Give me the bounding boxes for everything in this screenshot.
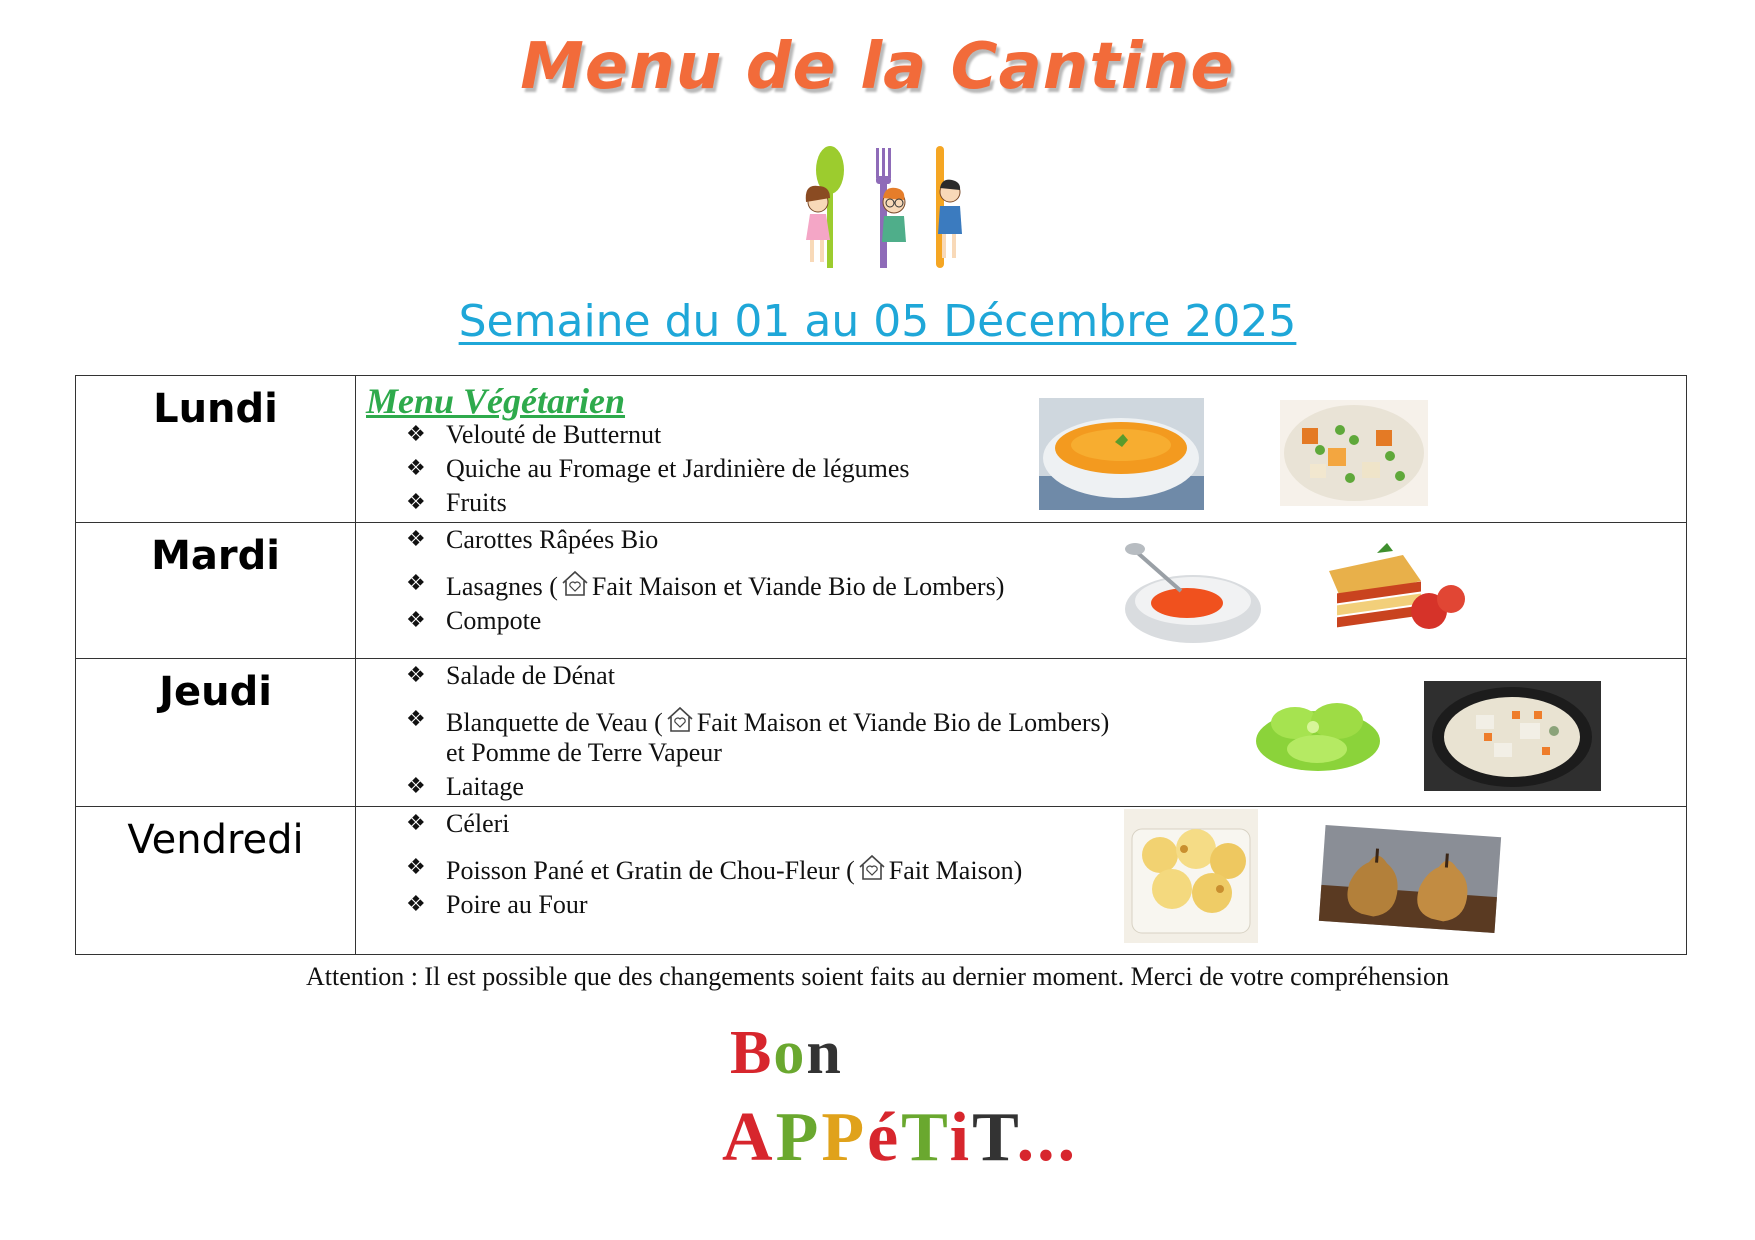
vegetable-jardiniere-photo: [1280, 400, 1428, 506]
kids-cutlery-illustration: [790, 140, 970, 270]
list-item: ❖ Laitage: [406, 772, 524, 801]
grated-carrots-photo: [1121, 541, 1266, 651]
butternut-soup-photo: [1039, 398, 1204, 510]
bon-logo-text: Bon: [730, 1019, 843, 1087]
day-label-lundi: Lundi: [153, 386, 278, 432]
list-item: ❖ Quiche au Fromage et Jardinière de légumes: [406, 454, 910, 483]
list-item: ❖ Carottes Râpées Bio: [406, 525, 659, 554]
cauliflower-gratin-photo: [1124, 809, 1258, 943]
menu-list-jeudi: [406, 661, 1109, 802]
menu-list-lundi: [406, 420, 910, 518]
list-item: ❖ Velouté de Butternut: [406, 420, 662, 449]
menu-table: [75, 375, 1687, 955]
menu-list-vendredi: [406, 809, 1022, 920]
page-title: Menu de la Cantine: [520, 30, 1235, 104]
house-heart-icon: [560, 569, 590, 597]
bullet-icon: ❖: [406, 774, 426, 799]
menu-cell-lundi: [356, 376, 1687, 523]
table-row: [76, 523, 1687, 659]
menu-cell-vendredi: [356, 807, 1687, 955]
blanquette-veal-photo: [1424, 681, 1601, 791]
table-row: [76, 659, 1687, 807]
list-item: ❖ Céleri: [406, 809, 510, 838]
list-item: ❖ Compote: [406, 606, 542, 635]
appetit-logo-text: APPéTiT...: [722, 1099, 1079, 1176]
list-item: ❖ Fruits: [406, 488, 507, 517]
vegetarian-menu-heading: Menu Végétarien: [366, 381, 626, 421]
baked-pears-photo: [1316, 821, 1504, 937]
bullet-icon: ❖: [406, 490, 426, 515]
bullet-icon: ❖: [406, 571, 426, 596]
menu-list-mardi: [406, 525, 1004, 636]
bullet-icon: ❖: [406, 422, 426, 447]
bullet-icon: ❖: [406, 663, 426, 688]
list-item: ❖ Poire au Four: [406, 890, 588, 919]
list-item: et Pomme de Terre Vapeur: [446, 738, 722, 767]
table-row: [76, 376, 1687, 523]
list-item: ❖ Salade de Dénat: [406, 661, 615, 690]
house-heart-icon: [857, 853, 887, 881]
bullet-icon: ❖: [406, 855, 426, 880]
bullet-icon: ❖: [406, 527, 426, 552]
bullet-icon: ❖: [406, 892, 426, 917]
bullet-icon: ❖: [406, 608, 426, 633]
menu-cell-mardi: [356, 523, 1687, 659]
day-label-jeudi: Jeudi: [159, 669, 272, 715]
bullet-icon: ❖: [406, 707, 426, 732]
list-item: ❖ Poisson Pané et Gratin de Chou-Fleur ( Fait Maison): [406, 855, 1023, 885]
attention-notice: Attention : Il est possible que des changements soient faits au dernier moment. Merci de votre compréhension: [306, 962, 1449, 991]
day-label-mardi: Mardi: [151, 533, 280, 579]
list-item: ❖ Blanquette de Veau ( Fait Maison et Viande Bio de Lombers): [406, 707, 1110, 737]
lettuce-salad-photo: [1251, 683, 1385, 783]
menu-cell-jeudi: [356, 659, 1687, 807]
list-item: ❖ Lasagnes ( Fait Maison et Viande Bio de Lombers): [406, 571, 1005, 601]
week-heading: Semaine du 01 au 05 Décembre 2025: [458, 296, 1297, 347]
bullet-icon: ❖: [406, 456, 426, 481]
table-row: [76, 807, 1687, 955]
bullet-icon: ❖: [406, 811, 426, 836]
day-label-vendredi: Vendredi: [127, 817, 304, 863]
house-heart-icon: [665, 705, 695, 733]
lasagna-photo: [1311, 541, 1471, 647]
